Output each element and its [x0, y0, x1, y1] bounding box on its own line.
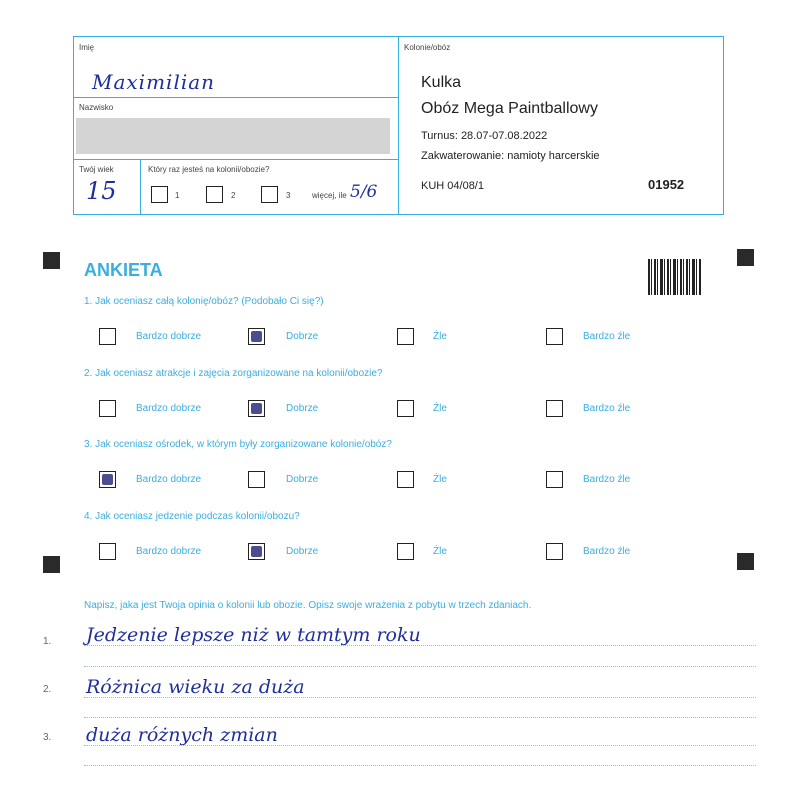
ktory-raz-checkbox-3[interactable]: [261, 186, 278, 203]
wiecej-label: więcej, ile: [312, 191, 347, 200]
ktory-raz-option-1: 1: [175, 191, 180, 200]
question-1: 1. Jak oceniasz całą kolonię/obóz? (Podobało Ci się?): [84, 296, 324, 307]
opinion-rule-2b: [84, 717, 756, 718]
q1-dobrze-checkbox[interactable]: [248, 328, 265, 345]
header-divider-wiek: [140, 159, 141, 215]
q2-bardzo-zle-label: Bardzo źle: [583, 403, 631, 414]
question-2: 2. Jak oceniasz atrakcje i zajęcia zorganizowane na kolonii/obozie?: [84, 368, 383, 379]
wiek-label: Twój wiek: [79, 165, 114, 174]
zakwaterowanie-text: Zakwaterowanie: namioty harcerskie: [421, 150, 600, 162]
header-divider-nazwisko: [73, 159, 398, 160]
q2-bardzo-dobrze-checkbox[interactable]: [99, 400, 116, 417]
q4-zle-checkbox[interactable]: [397, 543, 414, 560]
camp-type: Obóz Mega Paintballowy: [421, 100, 598, 117]
q2-dobrze-checkbox[interactable]: [248, 400, 265, 417]
q4-zle-label: Źle: [433, 546, 447, 557]
kolonia-label: Kolonie/obóz: [404, 43, 451, 52]
opinion-prompt: Napisz, jaka jest Twoja opinia o kolonii lub obozie. Opisz swoje wrażenia z pobytu w trzech zdaniach.: [84, 600, 532, 611]
q1-bardzo-zle-checkbox[interactable]: [546, 328, 563, 345]
camp-code: KUH 04/08/1: [421, 180, 484, 192]
nazwisko-redacted-field: [76, 118, 390, 154]
q2-zle-label: Źle: [433, 403, 447, 414]
ktory-raz-option-2: 2: [231, 191, 236, 200]
q3-bardzo-zle-label: Bardzo źle: [583, 474, 631, 485]
imie-label: Imię: [79, 43, 95, 52]
q4-dobrze-checkbox[interactable]: [248, 543, 265, 560]
registration-marker-tl: [43, 252, 60, 269]
survey-title: ANKIETA: [84, 260, 163, 280]
opinion-rule-3a: [84, 745, 756, 746]
q1-zle-checkbox[interactable]: [397, 328, 414, 345]
q3-dobrze-label: Dobrze: [286, 474, 319, 485]
q2-zle-checkbox[interactable]: [397, 400, 414, 417]
ktory-raz-checkbox-2[interactable]: [206, 186, 223, 203]
q3-bardzo-dobrze-label: Bardzo dobrze: [136, 474, 202, 485]
q1-dobrze-label: Dobrze: [286, 331, 319, 342]
opinion-line-number-3: 3.: [43, 732, 52, 743]
opinion-rule-3b: [84, 765, 756, 766]
q4-bardzo-dobrze-checkbox[interactable]: [99, 543, 116, 560]
opinion-line-number-1: 1.: [43, 636, 52, 647]
opinion-line-2[interactable]: Różnica wieku za duża: [86, 676, 305, 698]
q4-bardzo-zle-checkbox[interactable]: [546, 543, 563, 560]
opinion-rule-2a: [84, 697, 756, 698]
q4-dobrze-label: Dobrze: [286, 546, 319, 557]
registration-marker-bl: [43, 556, 60, 573]
q4-bardzo-zle-label: Bardzo źle: [583, 546, 631, 557]
ktory-raz-label: Który raz jesteś na kolonii/obozie?: [148, 165, 270, 174]
camp-name: Kulka: [421, 74, 462, 91]
header-divider-vertical: [398, 36, 399, 215]
opinion-line-1[interactable]: Jedzenie lepsze niż w tamtym roku: [86, 624, 421, 646]
barcode: [648, 259, 702, 295]
imie-value[interactable]: Maximilian: [92, 70, 216, 94]
opinion-rule-1a: [84, 645, 756, 646]
q3-bardzo-zle-checkbox[interactable]: [546, 471, 563, 488]
q1-zle-label: Źle: [433, 331, 447, 342]
q3-zle-checkbox[interactable]: [397, 471, 414, 488]
opinion-line-number-2: 2.: [43, 684, 52, 695]
q1-bardzo-dobrze-checkbox[interactable]: [99, 328, 116, 345]
registration-marker-br: [737, 553, 754, 570]
q3-zle-label: Źle: [433, 474, 447, 485]
ktory-raz-checkbox-1[interactable]: [151, 186, 168, 203]
q4-bardzo-dobrze-label: Bardzo dobrze: [136, 546, 202, 557]
turnus-text: Turnus: 28.07-07.08.2022: [421, 130, 548, 142]
ktory-raz-option-3: 3: [286, 191, 291, 200]
question-4: 4. Jak oceniasz jedzenie podczas kolonii/obozu?: [84, 511, 300, 522]
q2-bardzo-zle-checkbox[interactable]: [546, 400, 563, 417]
q3-bardzo-dobrze-checkbox[interactable]: [99, 471, 116, 488]
registration-marker-tr: [737, 249, 754, 266]
q3-dobrze-checkbox[interactable]: [248, 471, 265, 488]
q2-bardzo-dobrze-label: Bardzo dobrze: [136, 403, 202, 414]
q1-bardzo-zle-label: Bardzo źle: [583, 331, 631, 342]
wiecej-value[interactable]: 5/6: [350, 182, 378, 202]
nazwisko-label: Nazwisko: [79, 103, 114, 112]
question-3: 3. Jak oceniasz ośrodek, w którym były zorganizowane kolonie/obóz?: [84, 439, 392, 450]
q1-bardzo-dobrze-label: Bardzo dobrze: [136, 331, 202, 342]
wiek-value[interactable]: 15: [86, 177, 117, 205]
opinion-rule-1b: [84, 666, 756, 667]
header-divider-imie: [73, 97, 398, 98]
q2-dobrze-label: Dobrze: [286, 403, 319, 414]
opinion-line-3[interactable]: duża różnych zmian: [86, 724, 278, 746]
form-number: 01952: [648, 177, 685, 192]
